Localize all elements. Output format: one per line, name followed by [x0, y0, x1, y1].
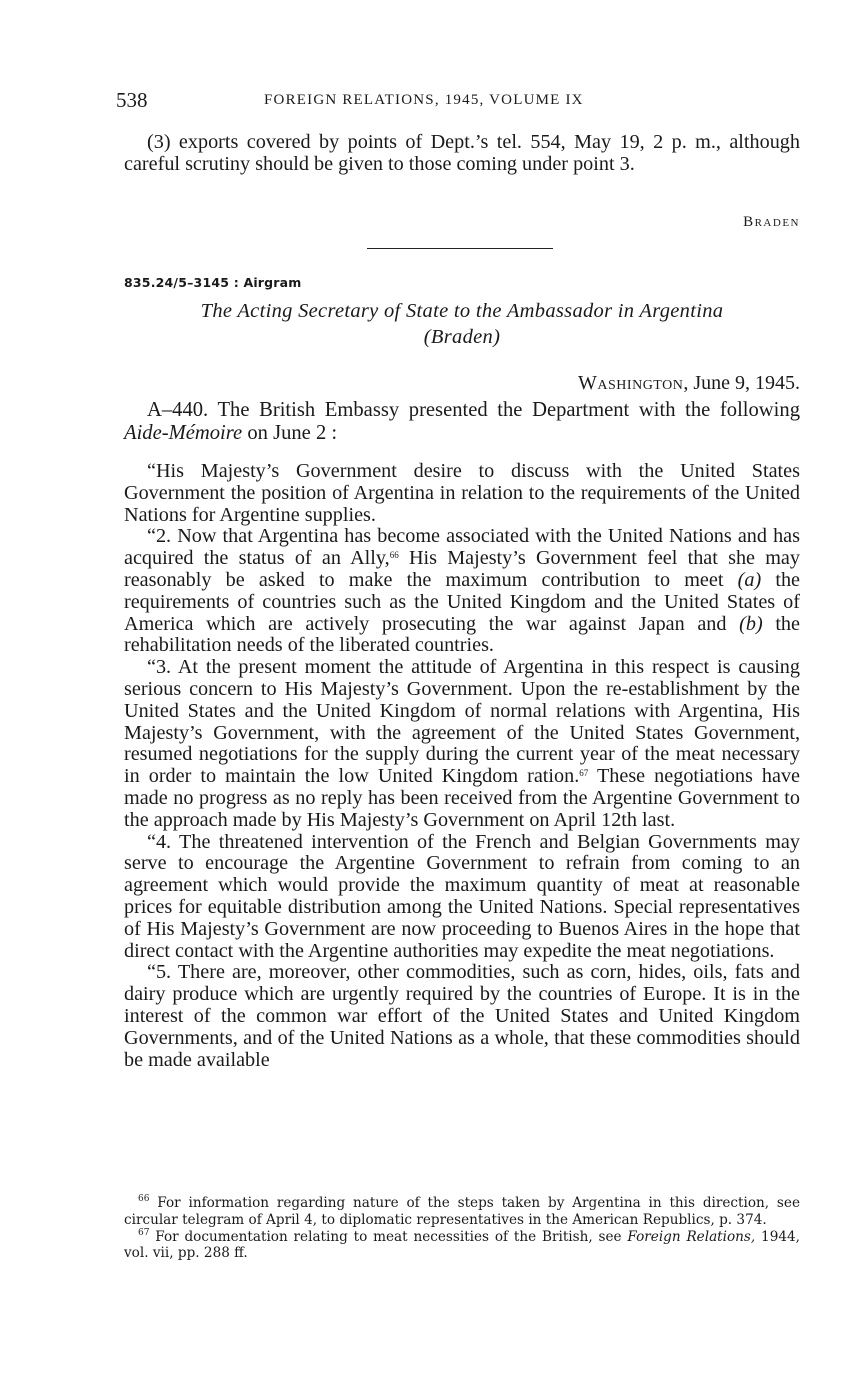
paragraph-5: “5. There are, moreover, other commodities, such as corn, hides, oils, fats and dairy produce which are urgently required by the countries of Europe. It is in the interest of the common war effort of the United States and United Kingdom Governments, and of the United Nations as a whole, that these commodities should be made available — [124, 961, 800, 1071]
carryover-paragraph: (3) exports covered by points of Dept.’s tel. 554, May 19, 2 p. m., although careful scrutiny should be given to those coming under point 3. — [124, 131, 800, 175]
dateline-place: Washington — [578, 372, 684, 394]
paragraph-1: “His Majesty’s Government desire to discuss with the United States Government the position of Argentina in relation to the requirements of the United Nations for Argentine supplies. — [124, 460, 800, 526]
page-number: 538 — [116, 88, 148, 112]
footnote-67: $^{67}$ For documentation relating to meat necessities of the British, see Foreign Relations, 1944, vol. vii, pp. 288 ff. — [124, 1227, 800, 1262]
section-divider — [367, 248, 553, 249]
title-line-1: The Acting Secretary of State to the Ambassador in Argentina — [200, 300, 724, 322]
paragraph-4: “4. The threatened intervention of the French and Belgian Governments may serve to encourage the Argentine Government to refrain from coming to an agreement which would provide the maximum quantity of meat at reasonable prices for equitable distribution among the United Nations. Special representatives of His Majesty’s Government are now proceeding to Buenos Aires in the hope that direct contact with the Argentine authorities may expedite the meat negotiations. — [124, 830, 800, 962]
intro-paragraph: A–440. The British Embassy presented the Department with the following Aide-Mémoire on June 2 : — [124, 399, 800, 444]
aide-memoire-term: Aide-Mémoire — [124, 422, 243, 444]
dateline-date: , June 9, 1945. — [683, 372, 800, 394]
footnotes — [124, 1195, 800, 1262]
file-number: 835.24/5–3145 : Airgram — [124, 275, 302, 290]
document-title — [124, 298, 800, 350]
signature: Braden — [743, 214, 800, 230]
footnote-ref-67: 67 — [579, 768, 589, 779]
running-title: FOREIGN RELATIONS, 1945, VOLUME IX — [264, 92, 584, 108]
paragraph-2: “2. Now that Argentina has become associated with the United Nations and has acquired the status of an Ally,$^{66}$ His Majesty’s Government feel that she may reasonably be asked to make the maximum contribution to meet (a) the requirements of countries such as the United Kingdom and the United States of America which are actively prosecuting the war against Japan and (b) the rehabilitation needs of the liberated countries. — [124, 525, 800, 657]
footnote-66: $^{66}$ For information regarding nature of the steps taken by Argentina in this direction, see circular telegram of April 4, to diplomatic representatives in the American Republics, p. 374. — [124, 1194, 800, 1228]
dateline — [578, 372, 800, 395]
title-line-2: (Braden) — [423, 326, 501, 348]
footnote-ref-66: 66 — [389, 550, 399, 561]
page-header — [116, 88, 800, 114]
aide-memoire-text — [124, 461, 800, 1071]
paragraph-3: “3. At the present moment the attitude of Argentina in this respect is causing serious concern to His Majesty’s Government. Upon the re-establishment by the United States and the United Kingdom of normal relations with Argentina, His Majesty’s Government, with the agreement of the United States Government, resumed negotiations for the supply during the current year of the meat necessary in order to maintain the low United Kingdom ration.$^{67}$ These negotiations have made no progress as no reply has been received from the Argentine Government to the approach made by His Majesty’s Government on April 12th last. — [124, 656, 801, 831]
